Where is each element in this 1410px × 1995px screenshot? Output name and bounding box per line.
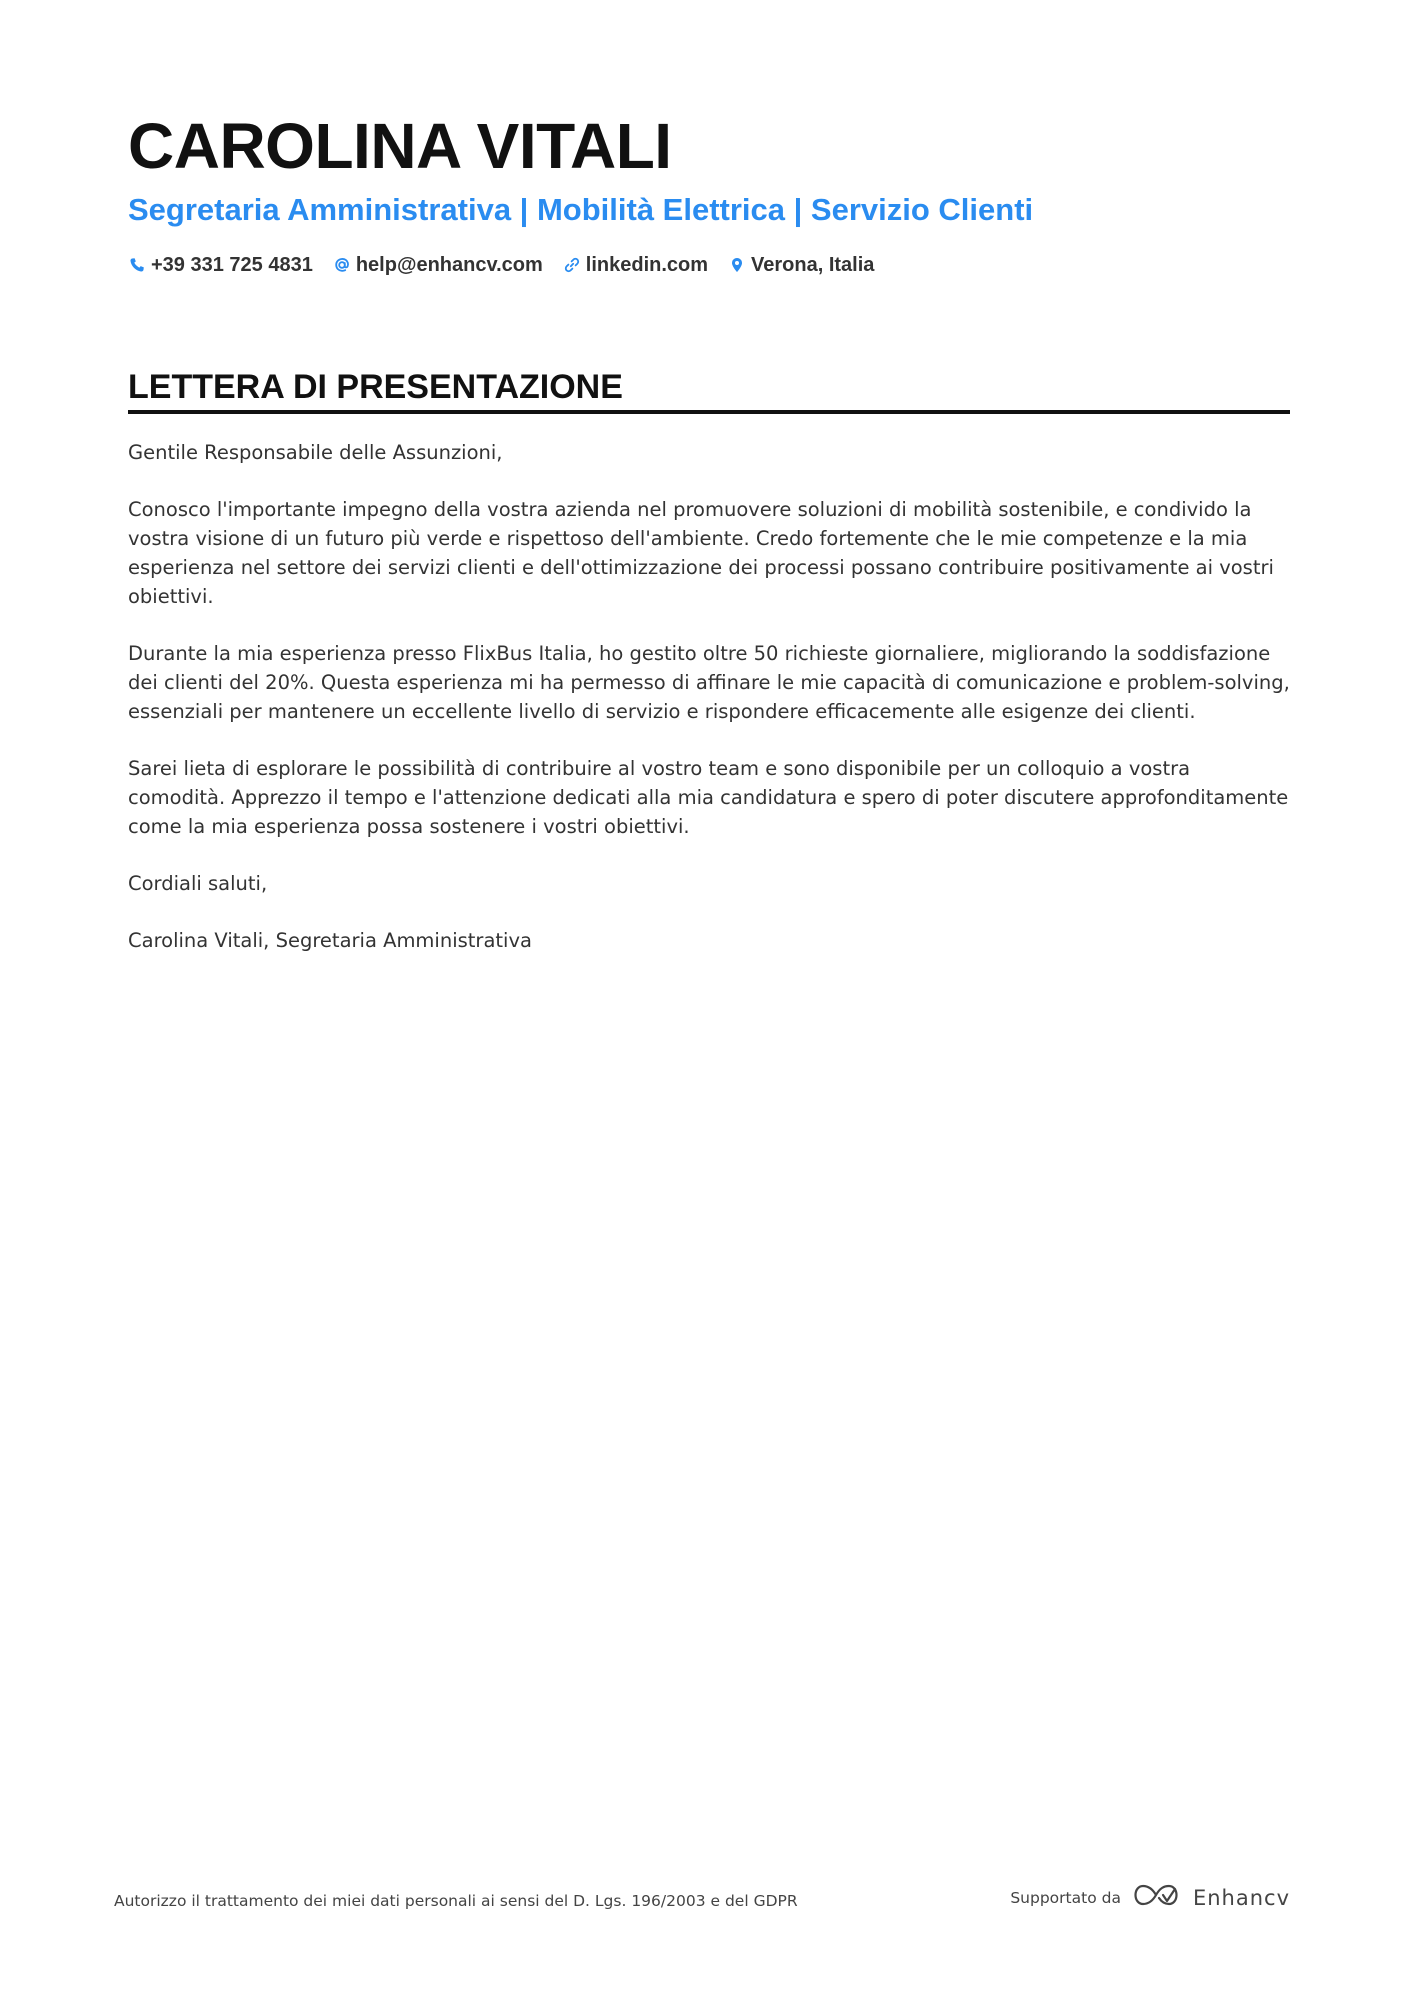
location-text: Verona, Italia: [751, 253, 875, 276]
powered-by-label: Supportato da: [1010, 1888, 1121, 1907]
contact-phone[interactable]: [128, 254, 313, 277]
email-text: help@enhancv.com: [355, 253, 543, 276]
candidate-name: CAROLINA VITALI: [128, 110, 672, 182]
header: [128, 108, 1288, 280]
phone-text: +39 331 725 4831: [151, 253, 313, 276]
location-pin-icon: [728, 255, 746, 275]
letter-salutation: Gentile Responsabile delle Assunzioni,: [128, 441, 503, 464]
enhancv-logo-icon: [1133, 1882, 1193, 1913]
powered-by[interactable]: [1010, 1882, 1290, 1913]
at-icon: [333, 255, 351, 275]
phone-icon: [128, 255, 146, 275]
contact-linkedin[interactable]: [563, 254, 708, 277]
contact-location: [728, 254, 874, 277]
letter-paragraph: Conosco l'importante impegno della vostra azienda nel promuovere soluzioni di mobilità sostenibile, e condivido la vostra visione di un futuro più verde e rispettoso dell'ambiente. Credo fortemente che le mie competenze e la mia esperienza nel settore dei servizi clienti e dell'ottimizzazione dei processi possano contribuire positivamente ai vostri obiettivi.: [128, 498, 1274, 608]
linkedin-text: linkedin.com: [585, 253, 709, 276]
contact-bar: [128, 250, 1288, 280]
letter-paragraph: Sarei lieta di esplorare le possibilità di contribuire al vostro team e sono disponibile per un colloquio a vostra comodità. Apprezzo il tempo e l'attenzione dedicati alla mia candidatura e spero di poter discutere approfonditamente come la mia esperienza possa sostenere i vostri obiettivi.: [128, 757, 1289, 838]
link-icon: [563, 255, 581, 275]
candidate-role: Segretaria Amministrativa | Mobilità Elettrica | Servizio Clienti: [128, 192, 1034, 227]
letter-closing: Cordiali saluti,: [128, 872, 268, 895]
letter-body: [128, 438, 1290, 983]
letter-signature: Carolina Vitali, Segretaria Amministrativa: [128, 929, 532, 952]
contact-email[interactable]: [333, 254, 543, 277]
letter-paragraph: Durante la mia esperienza presso FlixBus Italia, ho gestito oltre 50 richieste giornaliere, migliorando la soddisfazione dei clienti del 20%. Questa esperienza mi ha permesso di affinare le mie capacità di comunicazione e problem-solving, essenziali per mantenere un eccellente livello di servizio e rispondere efficacemente alle esigenze dei clienti.: [128, 642, 1290, 723]
section-title: LETTERA DI PRESENTAZIONE: [128, 368, 623, 406]
brand-name: Enhancv: [1192, 1885, 1290, 1910]
privacy-consent: Autorizzo il trattamento dei miei dati personali ai sensi del D. Lgs. 196/2003 e del GDPR: [114, 1892, 798, 1910]
section-divider: [128, 410, 1290, 414]
